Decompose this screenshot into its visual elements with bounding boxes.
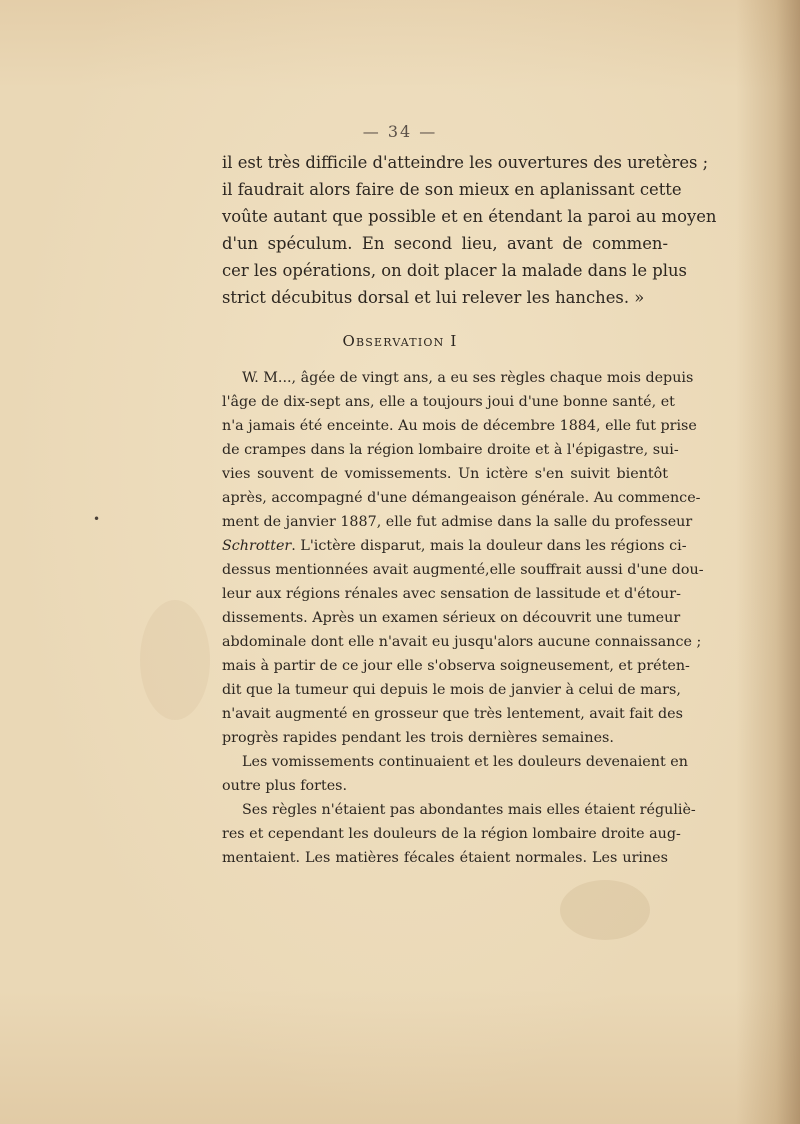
text-line: il est très difficile d'atteindre les ouvertures des uretères ;	[222, 153, 709, 172]
text-line: strict décubitus dorsal et lui relever les hanches. »	[222, 288, 645, 307]
text-line: leur aux régions rénales avec sensation de lassitude et d'étour-	[222, 586, 681, 602]
text-line: il faudrait alors faire de son mieux en aplanissant cette	[222, 180, 682, 199]
margin-mark: •	[93, 512, 101, 526]
text-line: Ses règles n'étaient pas abondantes mais elles étaient réguliè-	[242, 802, 696, 818]
observation-heading: Observation I	[342, 332, 458, 350]
text-line: de crampes dans la région lombaire droite et à l'épigastre, sui-	[222, 442, 679, 458]
page-number: — 34 —	[362, 122, 438, 141]
text-line: W. M..., âgée de vingt ans, a eu ses règles chaque mois depuis	[242, 370, 694, 386]
text-line: après, accompagné d'une démangeaison générale. Au commence-	[222, 490, 701, 506]
text-line: mais à partir de ce jour elle s'observa soigneusement, et préten-	[222, 658, 690, 674]
text-line: n'avait augmenté en grosseur que très lentement, avait fait des	[222, 706, 683, 722]
paper-stain	[140, 600, 210, 720]
text-line: progrès rapides pendant les trois dernières semaines.	[222, 730, 614, 746]
text-line: dissements. Après un examen sérieux on découvrit une tumeur	[222, 610, 681, 626]
text-line: ment de janvier 1887, elle fut admise dans la salle du professeur	[222, 514, 693, 530]
text-line: outre plus fortes.	[222, 778, 348, 794]
text-line: d'un spéculum. En second lieu, avant de commen-	[222, 234, 668, 253]
text-line: voûte autant que possible et en étendant la paroi au moyen	[222, 207, 717, 226]
text-line: abdominale dont elle n'avait eu jusqu'alors aucune connaissance ;	[222, 634, 702, 650]
text-line: l'âge de dix-sept ans, elle a toujours joui d'une bonne santé, et	[222, 394, 675, 410]
text-line: mentaient. Les matières fécales étaient normales. Les urines	[222, 850, 668, 866]
text-line: Les vomissements continuaient et les douleurs devenaient en	[242, 754, 688, 770]
text-line: res et cependant les douleurs de la région lombaire droite aug-	[222, 826, 681, 842]
text-line: cer les opérations, on doit placer la malade dans le plus	[222, 261, 687, 280]
text-line: Schrotter. L'ictère disparut, mais la douleur dans les régions ci-	[222, 538, 687, 554]
text-line: vies souvent de vomissements. Un ictère s'en suivit bientôt	[222, 466, 668, 482]
person-name: Schrotter	[222, 538, 292, 554]
text-line: n'a jamais été enceinte. Au mois de décembre 1884, elle fut prise	[222, 418, 697, 434]
text-line: dit que la tumeur qui depuis le mois de janvier à celui de mars,	[222, 682, 681, 698]
paper-stain	[560, 880, 650, 940]
text-line: dessus mentionnées avait augmenté,elle souffrait aussi d'une dou-	[222, 562, 704, 578]
